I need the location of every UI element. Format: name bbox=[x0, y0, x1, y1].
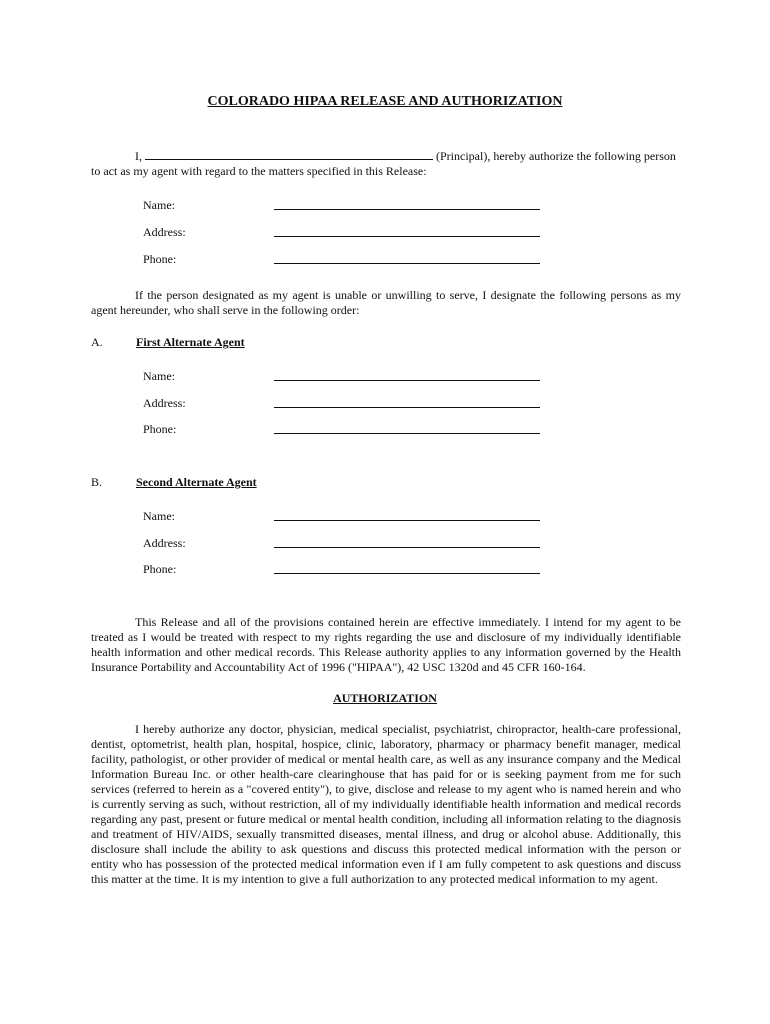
authorization-text: I hereby authorize any doctor, physician, medical specialist, psychiatrist, chiropractor, health-care professional, dentist, optometrist, health plan, hospital, hospice, clinic, laboratory, pharmacy or pharmacy benefit manager, medical facility, pathologist, or other provider of medical or mental health care, as well as any insurance company and the Medical Information Bureau Inc. or other health-care clearinghouse that has paid for or is seeking payment from me for such services (referred to herein as a "covered entity"), to give, disclose and release to my agent who is named herein and who is currently serving as such, without restriction, all of my individually identifiable health information and medical records regarding any past, present or future medical or mental health condition, including all information relating to the diagnosis and treatment of HIV/AIDS, sexually transmitted diseases, mental illness, and drug or alcohol abuse. Additionally, this disclosure shall include the ability to ask questions and discuss this protected medical information with the person or entity who has possession of the protected medical information even if I am fully competent to ask questions and discuss this matter at the time. It is my intention to give a full authorization to any protected medical information to my agent. bbox=[91, 722, 681, 886]
first-alt-name-line[interactable] bbox=[274, 380, 540, 381]
first-alt-name-label: Name: bbox=[143, 369, 175, 383]
intro-suffix: (Principal), hereby authorize the following person bbox=[436, 149, 676, 163]
second-alt-address-label: Address: bbox=[143, 536, 186, 550]
first-alt-address-label: Address: bbox=[143, 396, 186, 410]
first-alt-phone-row bbox=[143, 422, 543, 437]
agent-name-row bbox=[143, 198, 543, 213]
authorization-paragraph bbox=[91, 722, 681, 887]
agent-name-label: Name: bbox=[143, 198, 175, 212]
section-b-letter: B. bbox=[91, 475, 103, 489]
agent-address-label: Address: bbox=[143, 225, 186, 239]
alternates-intro-paragraph bbox=[91, 288, 681, 318]
release-paragraph bbox=[91, 615, 681, 675]
authorization-heading: AUTHORIZATION bbox=[333, 691, 437, 705]
first-alt-address-line[interactable] bbox=[274, 407, 540, 408]
principal-name-line[interactable] bbox=[145, 148, 433, 160]
agent-address-line[interactable] bbox=[274, 236, 540, 237]
agent-phone-line[interactable] bbox=[274, 263, 540, 264]
release-text: This Release and all of the provisions contained herein are effective immediately. I intend for my agent to be treated as I would be treated with respect to my rights regarding the use and disclosure of my individually identifiable health information and other medical records. This Release authority applies to any information governed by the Health Insurance Portability and Accountability Act of 1996 ("HIPAA"), 42 USC 1320d and 45 CFR 160-164. bbox=[91, 615, 681, 674]
second-alt-name-label: Name: bbox=[143, 509, 175, 523]
second-alt-phone-label: Phone: bbox=[143, 562, 177, 576]
agent-address-row bbox=[143, 225, 543, 240]
agent-phone-row bbox=[143, 252, 543, 267]
second-alt-phone-row bbox=[143, 562, 543, 577]
first-alt-phone-line[interactable] bbox=[274, 433, 540, 434]
intro-paragraph bbox=[91, 148, 681, 179]
intro-prefix: I, bbox=[135, 149, 142, 163]
alternates-intro-text: If the person designated as my agent is unable or unwilling to serve, I designate the following persons as my agent hereunder, who shall serve in the following order: bbox=[91, 288, 681, 317]
second-alt-address-line[interactable] bbox=[274, 547, 540, 548]
section-a-letter: A. bbox=[91, 335, 103, 349]
agent-phone-label: Phone: bbox=[143, 252, 177, 266]
first-alt-phone-label: Phone: bbox=[143, 422, 177, 436]
first-alt-address-row bbox=[143, 396, 543, 411]
agent-name-line[interactable] bbox=[274, 209, 540, 210]
document-title: COLORADO HIPAA RELEASE AND AUTHORIZATION bbox=[207, 94, 563, 109]
section-a-heading: First Alternate Agent bbox=[136, 335, 245, 349]
intro-line2: to act as my agent with regard to the matters specified in this Release: bbox=[91, 164, 427, 178]
section-b-heading: Second Alternate Agent bbox=[136, 475, 257, 489]
second-alt-name-row bbox=[143, 509, 543, 524]
second-alt-phone-line[interactable] bbox=[274, 573, 540, 574]
second-alt-name-line[interactable] bbox=[274, 520, 540, 521]
first-alt-name-row bbox=[143, 369, 543, 384]
second-alt-address-row bbox=[143, 536, 543, 551]
